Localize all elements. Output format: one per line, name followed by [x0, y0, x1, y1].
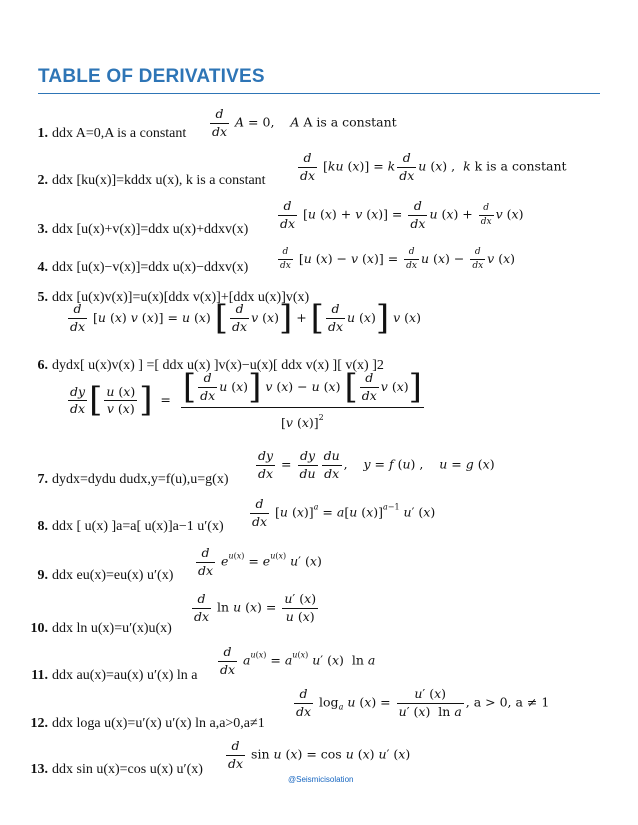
formula-2: $\frac{d}{dx}$ [ku (x)] = k $\frac{d}{dx}$ u (x) , k k is a constant: [300, 150, 567, 183]
formula-6: $\frac{dy}{dx}$ [ $\frac{u (x)}{v (x)}$ ] = [ $\frac{d}{dx}$ u (x)] v (x) − u (x) [ $\frac{d}{dx}$ v (x)] [v (x)]$^2$: [70, 367, 422, 430]
derivative-label-10: 10. ddx ln u(x)=u′(x)u(x): [30, 621, 172, 636]
formula-7: $\frac{dy}{dx}$ = $\frac{dy}{du}$ $\frac{du}{dx}$ , y = f (u) , u = g (x): [258, 448, 495, 481]
derivative-label-11: 11. ddx au(x)=au(x) u′(x) ln a: [31, 668, 198, 683]
derivative-label-7: 7. dydx=dydu dudx,y=f(u),u=g(x): [37, 472, 229, 487]
formula-10: $\frac{d}{dx}$ ln u (x) = $\frac{u' (x)}{u (x)}$: [194, 591, 317, 624]
formula-3: $\frac{d}{dx}$ [u (x) + v (x)] = $\frac{d}{dx}$ u (x) + $\frac{d}{dx}$ v (x): [280, 198, 524, 231]
derivative-label-13: 13. ddx sin u(x)=cos u(x) u′(x): [30, 762, 203, 777]
derivative-label-12: 12. ddx loga u(x)=u′(x) u′(x) ln a,a>0,a≠1: [30, 716, 265, 731]
formula-4: $\frac{d}{dx}$ [u (x) − v (x)] = $\frac{d}{dx}$ u (x) − $\frac{d}{dx}$ v (x): [280, 247, 516, 271]
derivative-label-4: 4. ddx [u(x)−v(x)]=ddx u(x)−ddxv(x): [37, 260, 249, 275]
derivative-label-3: 3. ddx [u(x)+v(x)]=ddx u(x)+ddxv(x): [37, 222, 249, 237]
derivative-label-2: 2. ddx [ku(x)]=kddx u(x), k is a constant: [37, 173, 266, 188]
watermark: @Seismicisolation: [288, 775, 354, 784]
formula-12: $\frac{d}{dx}$ $\log_a u$ (x) = $\frac{u' (x)}{\text{u′ (x) ln a}}$ , a > 0, a ≠ 1: [296, 686, 550, 719]
formula-8: $\frac{d}{dx}$ [u (x)]$^a$ = a[u (x)]$^{a-1}$ u′ (x): [252, 496, 436, 529]
formula-5: $\frac{d}{dx}$ [u (x) v (x)] = u (x) [ $\frac{d}{dx}$ v (x)] + [ $\frac{d}{dx}$ u (x)] v (x): [70, 298, 421, 338]
derivative-label-5: 5. ddx [u(x)v(x)]=u(x)[ddx v(x)]+[ddx u(x)]v(x): [37, 290, 310, 305]
formula-1: $\frac{d}{dx}$ A = 0, A A is a constant: [212, 106, 397, 139]
derivative-label-1: 1. ddx A=0,A is a constant: [37, 126, 187, 141]
derivative-label-9: 9. ddx eu(x)=eu(x) u′(x): [37, 568, 174, 583]
formula-13: $\frac{d}{dx}$ sin u (x) = cos u (x) u′ (x): [228, 738, 411, 771]
formula-9: $\frac{d}{dx}$ $e^{u(x)} = e^{u(x)}$ u′ (x): [198, 545, 322, 578]
derivative-label-8: 8. ddx [ u(x) ]a=a[ u(x)]a−1 u′(x): [37, 519, 224, 534]
formula-11: $\frac{d}{dx}$ $a^{u(x)} = a^{u(x)}$ u′ (x) ln a: [220, 644, 376, 677]
derivative-label-6: 6. dydx[ u(x)v(x) ] =[ ddx u(x) ]v(x)−u(x)[ ddx v(x) ][ v(x) ]2: [37, 358, 384, 373]
page-title: TABLE OF DERIVATIVES: [38, 66, 265, 87]
title-divider: [38, 93, 600, 94]
